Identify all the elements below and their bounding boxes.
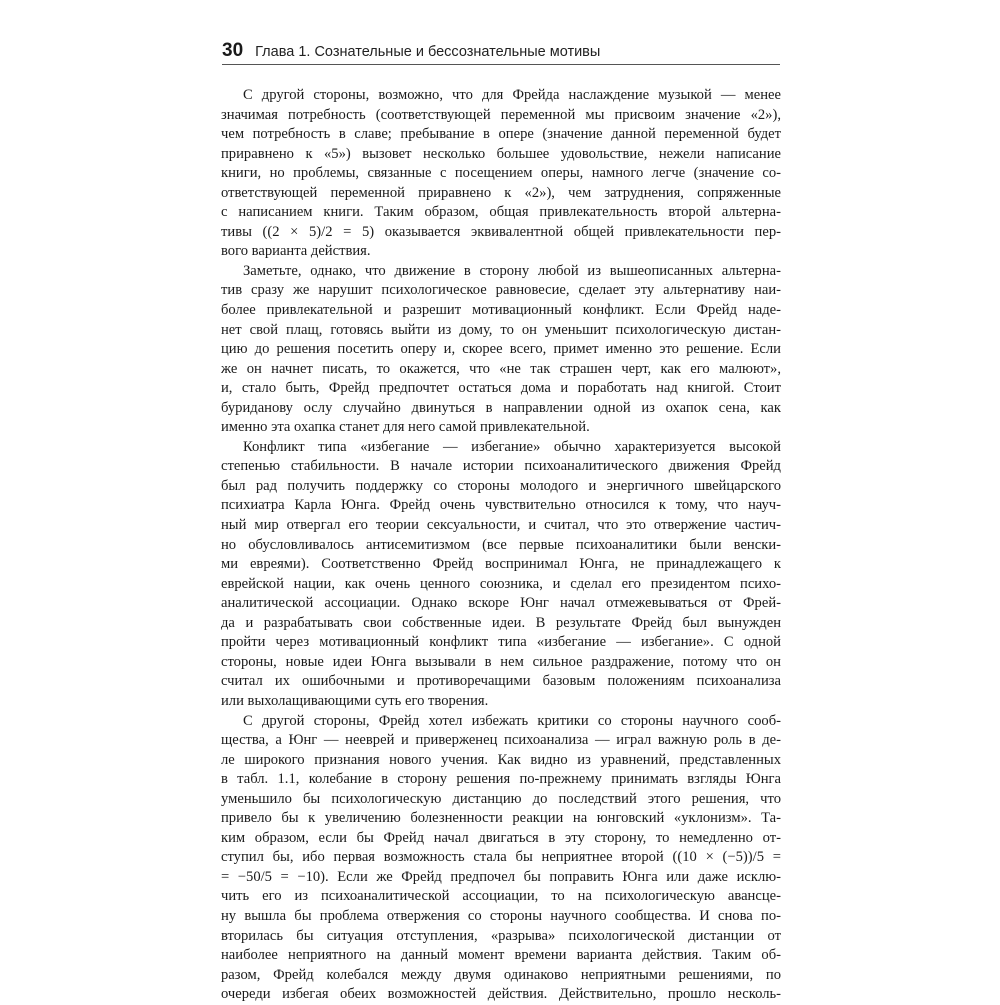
paragraph xyxy=(221,86,781,262)
text-line: ну вышла бы проблема отвержения со стороны научного сообщества. И снова по- xyxy=(221,907,781,924)
text-line: ле широкого признания нового учения. Как видно из уравнений, представленных xyxy=(221,751,781,768)
text-line: и, стало быть, Фрейд предпочтет остаться дома и поработать над книгой. Стоит xyxy=(221,380,781,397)
text-line: привело бы к увеличению болезненности реакции на юнговский «уклонизм». Та- xyxy=(221,810,781,827)
text-line: нет свой плащ, готовясь выйти из дому, то он уменьшит психологическую дистан- xyxy=(221,321,781,338)
text-line: именно эта охапка станет для него самой привлекательной. xyxy=(221,419,590,436)
text-line: стороны, новые идеи Юнга вызывали в нем сильное раздражение, потому что он xyxy=(221,653,781,670)
text-line: Конфликт типа «избегание — избегание» обычно характеризуется высокой xyxy=(243,438,781,455)
text-line: аналитической ассоциации. Однако вскоре Юнг начал отмежевываться от Фрей- xyxy=(221,595,781,612)
page-number: 30 xyxy=(222,40,244,61)
text-line: значимая потребность (соответствующей переменной мы присвоим значение «2»), xyxy=(221,106,781,123)
text-line: вого варианта действия. xyxy=(221,243,371,260)
text-line: считал их ошибочными и противоречащими базовым положениям психоанализа xyxy=(221,673,781,690)
text-line: С другой стороны, возможно, что для Фрейда наслаждение музыкой — менее xyxy=(243,87,781,103)
text-line: еврейской нации, как очень ценного союзника, и сделал его президентом психо- xyxy=(221,575,781,592)
text-line: ким образом, если бы Фрейд начал двигаться в эту сторону, то немедленно от- xyxy=(221,829,781,846)
text-line: в табл. 1.1, колебание в сторону решения по-прежнему принимать взгляды Юнга xyxy=(221,771,781,788)
header-rule xyxy=(222,64,780,65)
text-line: же он начнет писать, то окажется, что «не так страшен черт, как его малюют», xyxy=(221,360,781,377)
text-line: разом, Фрейд колебался между двумя одинаково неприятными решениями, по xyxy=(221,966,781,983)
text-line: Заметьте, однако, что движение в сторону любой из вышеописанных альтерна- xyxy=(243,262,781,279)
text-line: ный мир отвергал его теории сексуальности, и считал, что это отвержение частич- xyxy=(221,517,781,534)
text-line: тивы ((2 × 5)/2 = 5) оказывается эквивалентной общей привлекательности пер- xyxy=(221,223,781,240)
text-line: да и разрабатывать свои собственные идеи. В результате Фрейд был вынужден xyxy=(221,614,781,631)
text-line: ответствующей переменной приравнено к «2»), чем затруднения, сопряженные xyxy=(221,184,781,201)
paragraph xyxy=(221,712,781,1005)
text-line: приравнено к «5») вызовет несколько большее удовольствие, нежели написание xyxy=(221,145,781,162)
text-line: ми евреями). Соответственно Фрейд воспринимал Юнга, не принадлежащего к xyxy=(221,556,781,573)
text-line: цию до решения посетить оперу и, скорее всего, примет именно это решение. Если xyxy=(221,341,781,358)
text-line: очереди избегая обеих возможностей действия. Действительно, прошло несколь- xyxy=(221,986,781,1003)
text-line: буриданову ослу случайно двинуться в направлении одной из охапок сена, как xyxy=(221,399,781,416)
paragraph xyxy=(221,438,781,712)
paragraph xyxy=(221,262,781,438)
text-line: степенью стабильности. В начале истории психоаналитического движения Фрейд xyxy=(221,458,781,475)
text-line: наиболее неприятного на данный момент времени варианта действия. Таким об- xyxy=(221,947,781,964)
text-line: тив сразу же нарушит психологическое равновесие, сделает эту альтернативу наи- xyxy=(221,282,781,299)
text-line: чем потребность в славе; пребывание в опере (значение данной переменной будет xyxy=(221,126,781,143)
chapter-title: Глава 1. Сознательные и бессознательные мотивы xyxy=(255,44,601,60)
text-line: вторилась бы ситуация отступления, «разрыва» психологической дистанции от xyxy=(221,927,781,944)
text-line: чить его из психоаналитической ассоциации, то на психологическую авансце- xyxy=(221,888,781,905)
text-line: или выхолащивающими суть его творения. xyxy=(221,692,489,709)
text-line: был рад получить поддержку со стороны молодого и энергичного швейцарского xyxy=(221,477,781,494)
body-text xyxy=(221,86,781,1005)
text-line: но обусловливалось антисемитизмом (все первые психоаналитики были венски- xyxy=(221,536,781,553)
text-line: пройти через мотивационный конфликт типа «избегание — избегание». С одной xyxy=(221,634,781,651)
text-line: уменьшило бы психологическую дистанцию до последствий этого решения, что xyxy=(221,790,781,807)
text-line: с написанием книги. Таким образом, общая привлекательность второй альтерна- xyxy=(221,204,781,221)
text-line: щества, а Юнг — нееврей и приверженец психоанализа — играл важную роль в де- xyxy=(221,732,781,749)
text-line: = −50/5 = −10). Если же Фрейд предпочел бы поправить Юнга или даже исклю- xyxy=(221,868,781,885)
text-line: более привлекательной и разрешит мотивационный конфликт. Если Фрейд наде- xyxy=(221,302,781,319)
text-line: С другой стороны, Фрейд хотел избежать критики со стороны научного сооб- xyxy=(243,712,781,729)
text-line: книги, но проблемы, связанные с посещением оперы, намного легче (значение со- xyxy=(221,165,781,182)
text-line: ступил бы, ибо первая возможность стала бы неприятнее второй ((10 × (−5))/5 = xyxy=(221,849,781,866)
text-line: психиатра Карла Юнга. Фрейд очень чувствительно относился к тому, что науч- xyxy=(221,497,781,514)
